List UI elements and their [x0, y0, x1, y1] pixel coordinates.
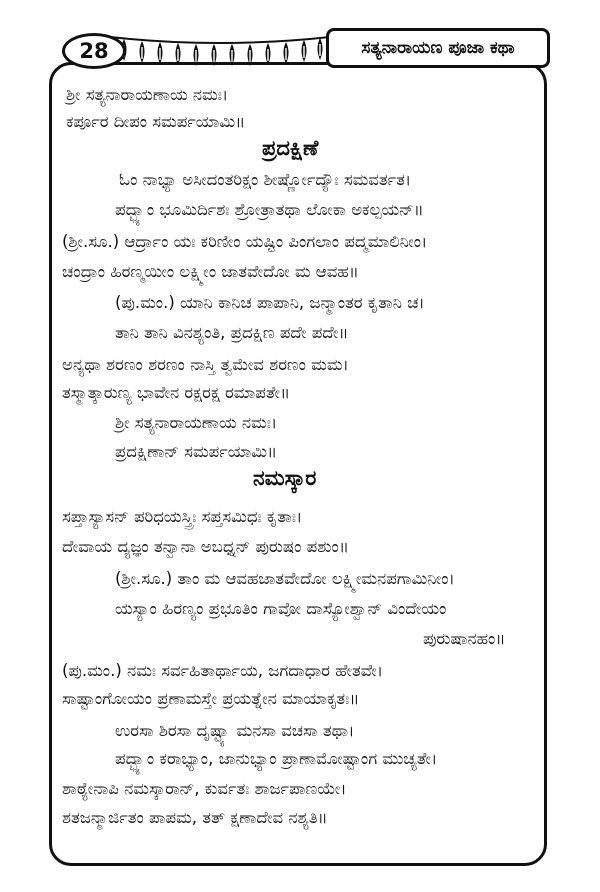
section-heading-namaskara: ನಮಸ್ಕಾರ: [253, 466, 317, 490]
verse-line: ತಾನಿ ತಾನಿ ವಿನಶ್ಯಂತಿ, ಪ್ರದಕ್ಷಿಣ ಪದೇ ಪದೇ॥: [115, 323, 349, 342]
verse-line: ಸಪ್ತಾಸ್ಯಾಸನ್ ಪರಿಧಯಸ್ತ್ರಿಃ ಸಪ್ತಸಮಿಧಃ ಕೃತಾಃ।: [62, 507, 303, 526]
verse-line: ಯಸ್ಯಾಂ ಹಿರಣ್ಯಂ ಪ್ರಭೂತಿಂ ಗಾವೋ ದಾಸ್ಯೋಶ್ವಾನ್ ವಿಂದೇಯಂ: [115, 599, 447, 618]
verse-line: ಪದ್ಭ್ಯಾಂ ಭೂಮಿರ್ದಿಶಃ ಶ್ರೋತ್ರಾತಥಾ ಲೋಕಾ ಅಕಲ್ಪಯನ್॥: [115, 200, 424, 219]
leaf-garland-decoration: [110, 33, 330, 69]
verse-line: (ಶ್ರೀ.ಸೂ.) ಆರ್ದ್ರಾಂ ಯಃ ಕರಿಣೀಂ ಯಷ್ಟಿಂ ಪಿಂಗಲಾಂ ಪದ್ಮಮಾಲಿನೀಂ।: [62, 232, 428, 251]
intro-line: ಕರ್ಪೂರ ದೀಪಂ ಸಮರ್ಪಯಾಮಿ॥: [66, 112, 246, 131]
verse-line: ಪದ್ಭ್ಯಾಂ ಕರಾಭ್ಯಾಂ, ಜಾನುಭ್ಯಾಂ ಪ್ರಾಣಾಮೋಷ್ಟಾಂಗ ಮುಚ್ಯತೇ।: [115, 749, 438, 768]
verse-line: ಚಂದ್ರಾಂ ಹಿರಣ್ಮಯೀಂ ಲಕ್ಷ್ಮೀಂ ಜಾತವೇದೋ ಮ ಆವಹ॥: [62, 262, 359, 281]
verse-line: ಪ್ರದಕ್ಷಿಣಾನ್ ಸಮರ್ಪಯಾಮಿ॥: [115, 442, 278, 461]
page-number: 28: [62, 33, 126, 69]
verse-line: (ಪು.ಮಂ.) ಯಾನಿ ಕಾನಿಚ ಪಾಪಾನಿ, ಜನ್ಮಾಂತರ ಕೃತಾನಿ ಚ।: [115, 293, 425, 312]
verse-line: ಶ್ರೀ ಸತ್ಯನಾರಾಯಣಾಯ ನಮಃ।: [115, 413, 278, 432]
verse-line: ದೇವಾಯ ದ್ಯಜ್ಞಂ ತನ್ವಾನಾ ಅಬಧ್ನನ್ ಪುರುಷಂ ಪಶುಂ॥: [62, 537, 349, 556]
verse-line: ಓಂ ನಾಭ್ಯಾ ಅಸೀದಂತರಿಕ್ಷಂ ಶೀರ್ಷ್ಣೋದ್ಯೌಃ ಸಮವರ್ತತ।: [119, 170, 412, 189]
verse-line: ಉರಸಾ ಶಿರಸಾ ದೃಷ್ಟ್ಯಾ ಮನಸಾ ವಚಸಾ ತಥಾ।: [115, 721, 355, 740]
verse-line: ಸಾಷ್ಟಾಂಗೋಯಂ ಪ್ರಣಾಮಸ್ತೇ ಪ್ರಯತ್ನೇನ ಮಾಯಾಕೃತಃ॥: [62, 689, 360, 708]
verse-line: ತಸ್ಮಾತ್ಕಾರುಣ್ಯ ಭಾವೇನ ರಕ್ಷರಕ್ಷ ರಮಾಪತೇ॥: [62, 383, 291, 402]
section-heading-pradakshine: ಪ್ರದಕ್ಷಿಣೆ: [262, 136, 319, 160]
book-title: ಸತ್ಯನಾರಾಯಣ ಪೂಜಾ ಕಥಾ: [326, 28, 550, 68]
verse-line: ಶಾಠ್ಯೇನಾಪಿ ನಮಸ್ಕಾರಾನ್, ಕುರ್ವತಃ ಶಾರ್ಜಪಾಣಯೇ।: [62, 779, 347, 798]
verse-line: (ಪು.ಮಂ.) ನಮಃ ಸರ್ವಹಿತಾರ್ಥಾಯ, ಜಗದಾಧಾರ ಹೇತವೇ।: [62, 661, 384, 680]
verse-line: ಅನ್ಯಥಾ ಶರಣಂ ಶರಣಂ ನಾಸ್ತಿ ತ್ವಮೇವ ಶರಣಂ ಮಮ।: [62, 355, 349, 374]
verse-line: (ಶ್ರೀ.ಸೂ.) ತಾಂ ಮ ಆವಹಜಾತವೇದೋ ಲಕ್ಷ್ಮೀಮನಪಗಾಮಿನೀಂ।: [115, 569, 455, 588]
verse-line: ಶತಜನ್ಮಾರ್ಜಿತಂ ಪಾಪಮ, ತತ್ ಕ್ಷಣಾದೇವ ನಶ್ಯತಿ॥: [62, 808, 328, 827]
verse-line: ಪುರುಷಾನಹಂ॥: [423, 629, 506, 648]
intro-line: ಶ್ರೀ ಸತ್ಯನಾರಾಯಣಾಯ ನಮಃ।: [66, 85, 229, 104]
